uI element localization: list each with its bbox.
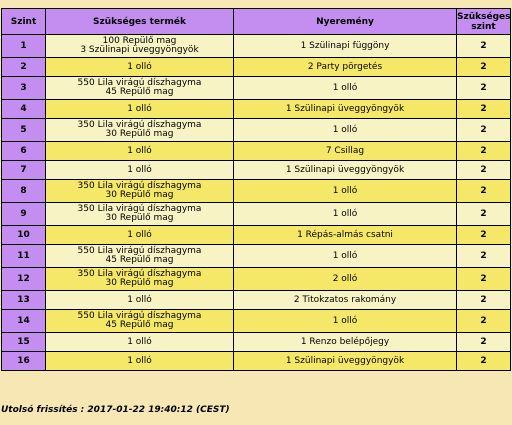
required-level-cell: 2 [457, 142, 511, 161]
required-level-cell: 2 [457, 180, 511, 203]
product-line: 1 olló [127, 336, 152, 347]
product-cell [46, 119, 234, 142]
table-row [2, 333, 511, 352]
required-level-cell: 2 [457, 100, 511, 119]
product-cell [46, 35, 234, 58]
level-cell: 15 [2, 333, 46, 352]
level-cell: 16 [2, 352, 46, 371]
product-cell [46, 161, 234, 180]
table-header-row [2, 9, 511, 35]
product-cell [46, 77, 234, 100]
prize-cell: 1 Répás-almás csatni [234, 226, 457, 245]
product-line: 3 Szülinapi üveggyöngyök [80, 45, 199, 55]
product-line: 45 Repülő mag [105, 320, 174, 330]
table-row [2, 119, 511, 142]
product-line: 550 Lila virágú díszhagyma [77, 78, 202, 88]
required-level-cell: 2 [457, 35, 511, 58]
product-cell [46, 142, 234, 161]
product-line: 1 olló [127, 294, 152, 305]
level-cell: 3 [2, 77, 46, 100]
product-line: 30 Repülő mag [105, 129, 174, 139]
product-line: 45 Repülő mag [105, 87, 174, 97]
prize-cell: 7 Csillag [234, 142, 457, 161]
level-cell: 7 [2, 161, 46, 180]
product-line: 1 olló [127, 164, 152, 175]
header-level: Szint [2, 9, 46, 35]
product-line: 1 olló [127, 229, 152, 240]
required-level-cell: 2 [457, 58, 511, 77]
table-row [2, 161, 511, 180]
table-row [2, 180, 511, 203]
product-line: 550 Lila virágú díszhagyma [77, 311, 202, 321]
header-product: Szükséges termék [46, 9, 234, 35]
product-line: 1 olló [127, 355, 152, 366]
level-cell: 4 [2, 100, 46, 119]
level-cell: 10 [2, 226, 46, 245]
table-row [2, 226, 511, 245]
level-cell: 6 [2, 142, 46, 161]
required-level-cell: 2 [457, 245, 511, 268]
product-line: 1 olló [127, 145, 152, 156]
required-level-cell: 2 [457, 161, 511, 180]
level-cell: 2 [2, 58, 46, 77]
table-row [2, 203, 511, 226]
required-level-cell: 2 [457, 77, 511, 100]
table-body [2, 35, 511, 371]
prize-cell: 1 olló [234, 180, 457, 203]
level-cell: 12 [2, 268, 46, 291]
level-cell: 8 [2, 180, 46, 203]
required-level-cell: 2 [457, 333, 511, 352]
product-line: 100 Repülő mag [102, 36, 177, 46]
table-row [2, 268, 511, 291]
product-cell [46, 58, 234, 77]
level-cell: 5 [2, 119, 46, 142]
header-required-level-line1: Szükséges [457, 11, 511, 22]
product-line: 350 Lila virágú díszhagyma [77, 181, 202, 191]
product-line: 30 Repülő mag [105, 190, 174, 200]
product-line: 45 Repülő mag [105, 255, 174, 265]
product-cell [46, 333, 234, 352]
product-cell [46, 291, 234, 310]
header-required-level-line2: szint [471, 21, 496, 32]
level-cell: 9 [2, 203, 46, 226]
rewards-table [1, 8, 511, 371]
required-level-cell: 2 [457, 119, 511, 142]
level-cell: 13 [2, 291, 46, 310]
product-line: 350 Lila virágú díszhagyma [77, 204, 202, 214]
product-cell [46, 226, 234, 245]
prize-cell: 1 olló [234, 119, 457, 142]
table-row [2, 100, 511, 119]
prize-cell: 1 Szülinapi üveggyöngyök [234, 352, 457, 371]
level-cell: 11 [2, 245, 46, 268]
product-line: 550 Lila virágú díszhagyma [77, 246, 202, 256]
prize-cell: 1 olló [234, 310, 457, 333]
table-row [2, 35, 511, 58]
table-row [2, 352, 511, 371]
prize-cell: 2 olló [234, 268, 457, 291]
required-level-cell: 2 [457, 268, 511, 291]
required-level-cell: 2 [457, 291, 511, 310]
prize-cell: 1 olló [234, 77, 457, 100]
product-line: 30 Repülő mag [105, 278, 174, 288]
product-cell [46, 180, 234, 203]
header-prize: Nyeremény [234, 9, 457, 35]
required-level-cell: 2 [457, 203, 511, 226]
table-row [2, 291, 511, 310]
prize-cell: 1 Szülinapi üveggyöngyök [234, 161, 457, 180]
product-line: 1 olló [127, 103, 152, 114]
product-cell [46, 268, 234, 291]
required-level-cell: 2 [457, 226, 511, 245]
product-cell [46, 100, 234, 119]
product-cell [46, 352, 234, 371]
product-line: 350 Lila virágú díszhagyma [77, 269, 202, 279]
prize-cell: 1 Szülinapi függöny [234, 35, 457, 58]
prize-cell: 2 Titokzatos rakomány [234, 291, 457, 310]
product-cell [46, 310, 234, 333]
product-cell [46, 203, 234, 226]
table-row [2, 58, 511, 77]
product-line: 30 Repülő mag [105, 213, 174, 223]
level-cell: 14 [2, 310, 46, 333]
table-row [2, 310, 511, 333]
header-required-level [457, 9, 511, 35]
table-row [2, 142, 511, 161]
prize-cell: 1 olló [234, 245, 457, 268]
prize-cell: 1 Szülinapi üveggyöngyök [234, 100, 457, 119]
product-line: 350 Lila virágú díszhagyma [77, 120, 202, 130]
product-line: 1 olló [127, 61, 152, 72]
product-cell [46, 245, 234, 268]
required-level-cell: 2 [457, 310, 511, 333]
last-updated-text: Utolsó frissítés : 2017-01-22 19:40:12 (CEST) [1, 405, 230, 415]
required-level-cell: 2 [457, 352, 511, 371]
prize-cell: 2 Party pörgetés [234, 58, 457, 77]
level-cell: 1 [2, 35, 46, 58]
table-row [2, 245, 511, 268]
prize-cell: 1 Renzo belépőjegy [234, 333, 457, 352]
table-row [2, 77, 511, 100]
prize-cell: 1 olló [234, 203, 457, 226]
